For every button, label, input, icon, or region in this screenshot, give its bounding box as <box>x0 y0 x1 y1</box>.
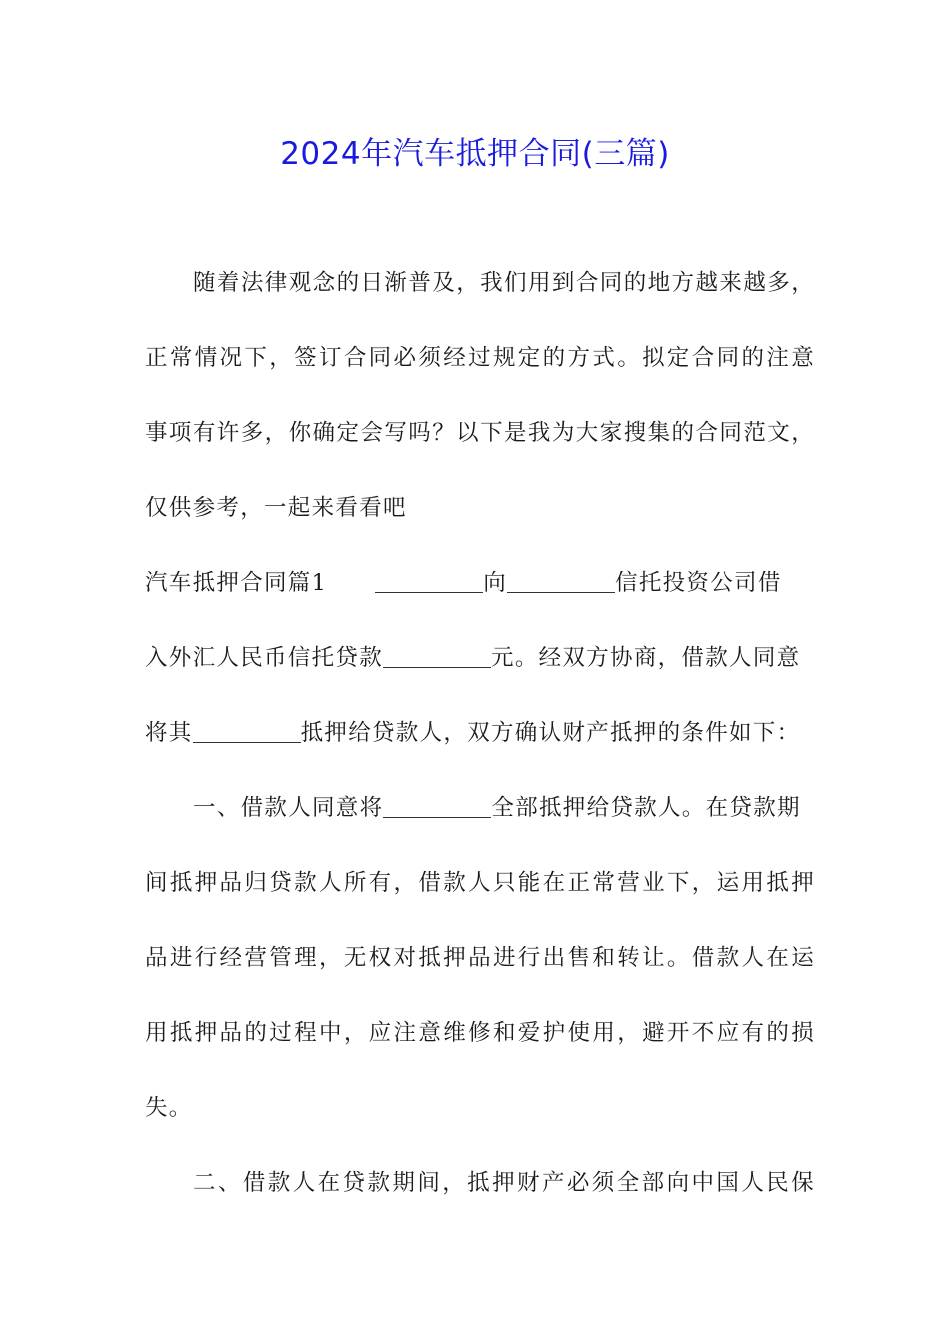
section1-line-1 <box>145 563 815 603</box>
blank-field <box>507 568 615 593</box>
section1-line-2 <box>145 638 815 678</box>
section1-text: 元。经双方协商，借款人同意 <box>491 645 801 671</box>
section1-text: 抵押给贷款人，双方确认财产抵押的条件如下： <box>300 720 801 746</box>
section1-heading: 汽车抵押合同篇1 <box>145 570 328 596</box>
intro-line-1: 随着法律观念的日渐普及，我们用到合同的地方越来越多， <box>193 270 815 296</box>
clause1-text: 全部抵押给贷款人。在贷款期 <box>491 795 801 821</box>
intro-line-3: 事项有许多，你确定会写吗？以下是我为大家搜集的合同范文， <box>145 420 815 446</box>
section1-text: 入外汇人民币信托贷款 <box>145 645 384 671</box>
intro-line-2: 正常情况下，签订合同必须经过规定的方式。拟定合同的注意 <box>145 345 815 371</box>
document-title: 2024年汽车抵押合同(三篇) <box>280 136 670 172</box>
section1-text: 将其 <box>145 720 193 746</box>
clause2-line-1: 二、借款人在贷款期间，抵押财产必须全部向中国人民保 <box>193 1170 815 1196</box>
blank-field <box>375 568 483 593</box>
section1-text: 向 <box>483 570 508 596</box>
clause1-line-5: 失。 <box>145 1095 193 1121</box>
intro-line-4: 仅供参考，一起来看看吧 <box>145 495 407 521</box>
section1-line-3 <box>145 713 815 753</box>
clause1-line-2: 间抵押品归贷款人所有，借款人只能在正常营业下，运用抵押 <box>145 870 815 896</box>
blank-field <box>193 718 301 743</box>
blank-field <box>383 793 491 818</box>
clause1-text: 一、借款人同意将 <box>193 795 384 821</box>
clause1-line-1 <box>193 788 815 828</box>
blank-field <box>383 643 491 668</box>
section1-text: 信托投资公司借 <box>615 570 782 596</box>
clause1-line-4: 用抵押品的过程中，应注意维修和爱护使用，避开不应有的损 <box>145 1020 815 1046</box>
clause1-line-3: 品进行经营管理，无权对抵押品进行出售和转让。借款人在运 <box>145 945 815 971</box>
